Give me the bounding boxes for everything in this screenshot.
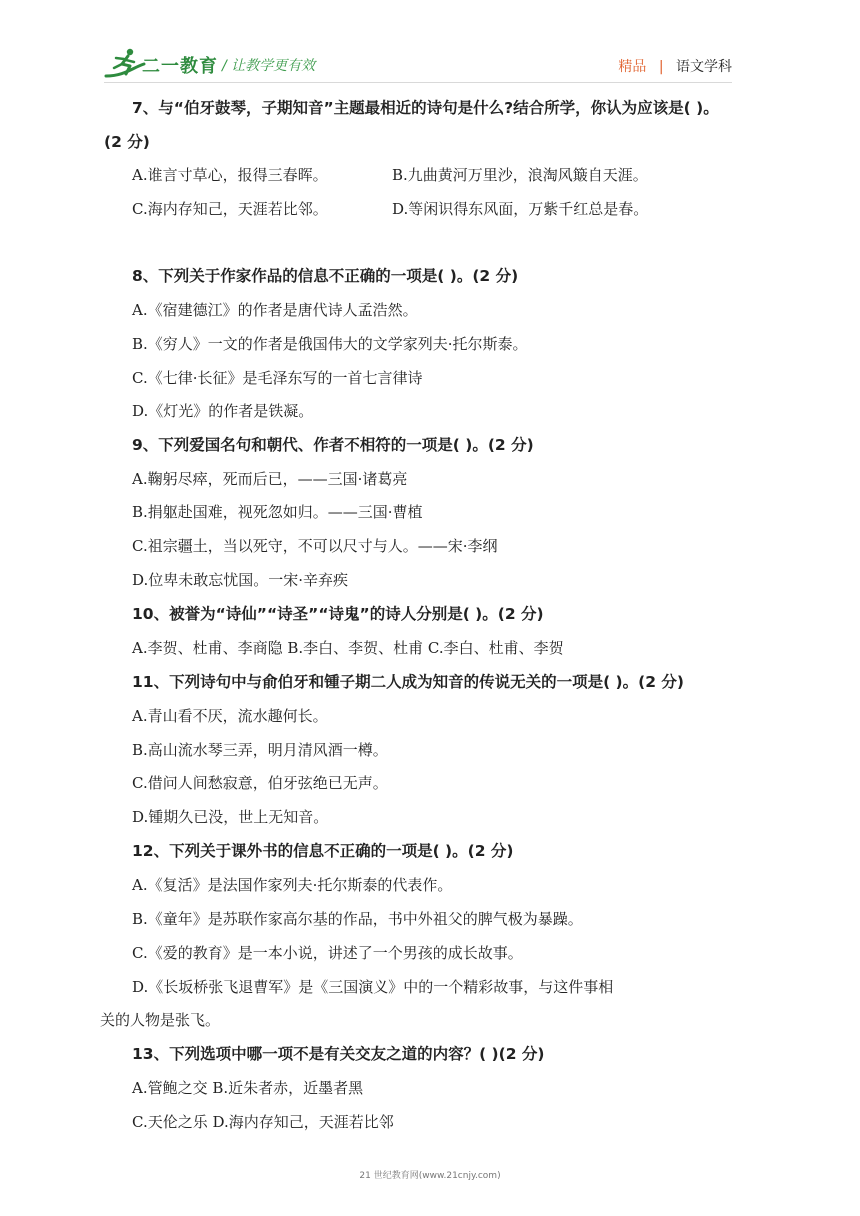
question-9-option-a: A.鞠躬尽瘁，死而后已，——三国·诸葛亮: [132, 470, 408, 488]
subject-tag: [618, 56, 732, 76]
question-12-option-d: D.《长坂桥张飞退曹军》是《三国演义》中的一个精彩故事，与这件事相: [132, 978, 614, 996]
question-13-stem: 13、下列选项中哪一项不是有关交友之道的内容？( )(2 分): [132, 1045, 545, 1063]
header-divider: [104, 82, 732, 83]
question-12-option-d-cont: 关的人物是张飞。: [100, 1011, 221, 1029]
question-7-stem: 7、与“伯牙鼓琴，子期知音”主题最相近的诗句是什么?结合所学，你认为应该是( )。: [132, 99, 719, 117]
page-footer: 21 世纪教育网(www.21cnjy.com): [359, 1171, 501, 1181]
question-9-option-c: C.祖宗疆土，当以死守，不可以尺寸与人。——宋·李纲: [132, 537, 498, 555]
question-8-option-b: B.《穷人》一文的作者是俄国伟大的文学家列夫·托尔斯泰。: [132, 335, 528, 353]
question-8-option-c: C.《七律·长征》是毛泽东写的一首七言律诗: [132, 369, 423, 387]
question-9-stem: 9、下列爱国名句和朝代、作者不相符的一项是( )。(2 分): [132, 436, 534, 454]
question-12-option-b: B.《童年》是苏联作家高尔基的作品，书中外祖父的脾气极为暴躁。: [132, 910, 583, 928]
question-10-options: A.李贺、杜甫、李商隐 B.李白、李贺、杜甫 C.李白、杜甫、李贺: [132, 639, 564, 657]
tag-separator: |: [658, 59, 664, 75]
question-7-option-c: C.海内存知己，天涯若比邻。: [132, 200, 328, 218]
slogan: / 让教学更有效: [222, 58, 316, 74]
brand-name: 二一教育: [142, 56, 218, 77]
question-13-options-row2: C.天伦之乐 D.海内存知己，天涯若比邻: [132, 1113, 394, 1131]
question-12-option-c: C.《爱的教育》是一本小说，讲述了一个男孩的成长故事。: [132, 944, 523, 962]
subject-label: 语文学科: [676, 59, 732, 75]
question-11-option-c: C.借问人间愁寂意，伯牙弦绝已无声。: [132, 774, 388, 792]
question-13-options-row1: A.管鲍之交 B.近朱者赤，近墨者黑: [132, 1079, 364, 1097]
quality-label: 精品: [618, 59, 647, 75]
question-9-option-d: D.位卑未敢忘忧国。一宋·辛弃疾: [132, 571, 349, 589]
question-9-option-b: B.捐躯赴国难，视死忽如归。——三国·曹植: [132, 503, 423, 521]
question-11-option-a: A.青山看不厌，流水趣何长。: [132, 707, 328, 725]
question-7-option-d: D.等闲识得东风面，万紫千红总是春。: [392, 200, 649, 218]
question-11-option-d: D.锺期久已没，世上无知音。: [132, 808, 329, 826]
page-header: [0, 0, 860, 96]
question-8-stem: 8、下列关于作家作品的信息不正确的一项是( )。(2 分): [132, 267, 519, 285]
question-7-score: (2 分): [104, 133, 150, 151]
question-11-stem: 11、下列诗句中与俞伯牙和锺子期二人成为知音的传说无关的一项是( )。(2 分): [132, 673, 684, 691]
question-8-option-a: A.《宿建德江》的作者是唐代诗人孟浩然。: [132, 301, 418, 319]
question-11-option-b: B.高山流水琴三弄，明月清风酒一樽。: [132, 741, 388, 759]
question-12-option-a: A.《复活》是法国作家列夫·托尔斯泰的代表作。: [132, 876, 453, 894]
question-7-option-b: B.九曲黄河万里沙，浪淘风簸自天涯。: [392, 166, 648, 184]
question-7-option-a: A.谁言寸草心，报得三春晖。: [132, 166, 328, 184]
question-12-stem: 12、下列关于课外书的信息不正确的一项是( )。(2 分): [132, 842, 514, 860]
question-8-option-d: D.《灯光》的作者是铁凝。: [132, 402, 314, 420]
question-10-stem: 10、被誉为“诗仙”“诗圣”“诗鬼”的诗人分别是( )。(2 分): [132, 605, 544, 623]
